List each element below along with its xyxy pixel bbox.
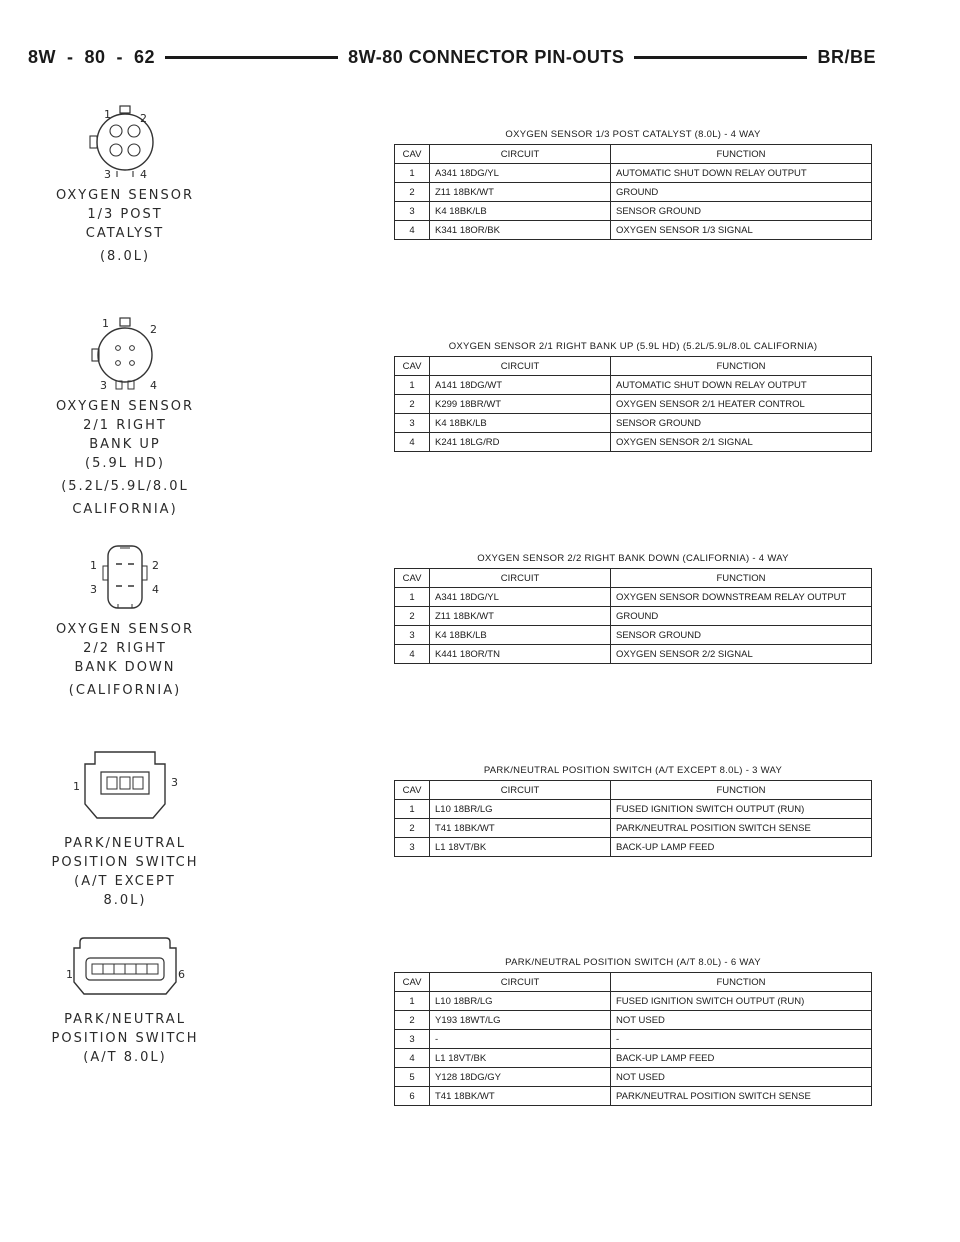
cav-cell: 3 [395, 1030, 430, 1049]
circuit-cell: K341 18OR/BK [430, 221, 611, 240]
pinout-table-o2-2-2 [394, 552, 872, 664]
column-header-cav: CAV [395, 357, 430, 376]
table-row [395, 645, 872, 664]
cav-cell: 3 [395, 626, 430, 645]
function-cell: OXYGEN SENSOR 2/1 HEATER CONTROL [611, 395, 872, 414]
connector-label-line: PARK/NEUTRAL [64, 1012, 186, 1027]
cav-cell: 6 [395, 1087, 430, 1106]
function-cell: OXYGEN SENSOR 2/1 SIGNAL [611, 433, 872, 452]
connector-o2-2-2-right-bank-down [50, 542, 200, 700]
cav-cell: 2 [395, 183, 430, 202]
column-header-cav: CAV [395, 781, 430, 800]
function-cell: FUSED IGNITION SWITCH OUTPUT (RUN) [611, 800, 872, 819]
connector-label-line: 2/1 RIGHT [83, 418, 167, 433]
function-cell: OXYGEN SENSOR DOWNSTREAM RELAY OUTPUT [611, 588, 872, 607]
connector-label-line: PARK/NEUTRAL [64, 836, 186, 851]
circuit-cell: Z11 18BK/WT [430, 183, 611, 202]
connector-label-line: POSITION SWITCH [51, 855, 199, 870]
function-cell: NOT USED [611, 1068, 872, 1087]
function-cell: SENSOR GROUND [611, 626, 872, 645]
table-title: PARK/NEUTRAL POSITION SWITCH (A/T 8.0L) - 6 WAY [505, 957, 761, 968]
table-header-row [395, 357, 872, 376]
table-row [395, 800, 872, 819]
column-header-cav: CAV [395, 569, 430, 588]
cav-cell: 2 [395, 819, 430, 838]
round-4-pin-connector-icon [80, 102, 170, 180]
circuit-cell: L10 18BR/LG [430, 992, 611, 1011]
square-4-pin-connector-icon [80, 542, 170, 614]
circuit-cell: K4 18BK/LB [430, 414, 611, 433]
connector-park-neutral-8-0l [50, 932, 200, 1067]
pin-label: 3 [90, 583, 99, 596]
column-header-circuit: CIRCUIT [430, 145, 611, 164]
column-header-function: FUNCTION [611, 357, 872, 376]
table-row [395, 395, 872, 414]
function-cell: AUTOMATIC SHUT DOWN RELAY OUTPUT [611, 164, 872, 183]
connector-label-line: CATALYST [85, 226, 165, 241]
table-row [395, 819, 872, 838]
connector-label-line: CALIFORNIA) [72, 502, 178, 517]
connector-label-line: 2/2 RIGHT [83, 641, 167, 656]
column-header-function: FUNCTION [611, 145, 872, 164]
table-row [395, 202, 872, 221]
function-cell: AUTOMATIC SHUT DOWN RELAY OUTPUT [611, 376, 872, 395]
table-row [395, 838, 872, 857]
column-header-cav: CAV [395, 973, 430, 992]
pinout-table [394, 356, 872, 452]
column-header-circuit: CIRCUIT [430, 357, 611, 376]
cav-cell: 2 [395, 607, 430, 626]
circuit-cell: T41 18BK/WT [430, 1087, 611, 1106]
circuit-cell: A141 18DG/WT [430, 376, 611, 395]
page-title: 8W-80 CONNECTOR PIN-OUTS [348, 46, 625, 67]
pin-label: 3 [100, 379, 109, 391]
table-title: PARK/NEUTRAL POSITION SWITCH (A/T EXCEPT 8.0L) - 3 WAY [483, 765, 783, 776]
pinout-table-o2-1-3 [394, 128, 872, 240]
circuit-cell: L1 18VT/BK [430, 1049, 611, 1068]
function-cell: - [611, 1030, 872, 1049]
connector-label-line: BANK UP [89, 437, 161, 452]
6-pin-connector-icon [60, 932, 190, 1004]
function-cell: PARK/NEUTRAL POSITION SWITCH SENSE [611, 1087, 872, 1106]
connector-label-line: (5.2L/5.9L/8.0L [61, 479, 189, 494]
pinout-table-pnp-except-8-0l [394, 764, 872, 857]
cav-cell: 3 [395, 838, 430, 857]
table-header-row [395, 973, 872, 992]
connector-label-line: (A/T 8.0L) [83, 1050, 167, 1065]
circuit-cell: Y128 18DG/GY [430, 1068, 611, 1087]
table-row [395, 221, 872, 240]
cav-cell: 1 [395, 376, 430, 395]
table-row [395, 588, 872, 607]
circuit-cell: K441 18OR/TN [430, 645, 611, 664]
column-header-function: FUNCTION [611, 569, 872, 588]
table-header-row [395, 781, 872, 800]
pinout-table [394, 144, 872, 240]
cav-cell: 4 [395, 1049, 430, 1068]
connector-label-line: BANK DOWN [74, 660, 176, 675]
circuit-cell: Z11 18BK/WT [430, 607, 611, 626]
pinout-table [394, 780, 872, 857]
connector-label-line: OXYGEN SENSOR [55, 622, 195, 637]
cav-cell: 4 [395, 433, 430, 452]
function-cell: FUSED IGNITION SWITCH OUTPUT (RUN) [611, 992, 872, 1011]
circuit-cell: K299 18BR/WT [430, 395, 611, 414]
pin-label: 1 [104, 108, 113, 121]
connector-label-line: (8.0L) [99, 249, 151, 264]
function-cell: NOT USED [611, 1011, 872, 1030]
cav-cell: 3 [395, 414, 430, 433]
cav-cell: 2 [395, 1011, 430, 1030]
table-row [395, 1068, 872, 1087]
round-4-pin-connector-icon [80, 313, 170, 391]
circuit-cell: L10 18BR/LG [430, 800, 611, 819]
cav-cell: 2 [395, 395, 430, 414]
cav-cell: 4 [395, 221, 430, 240]
pin-label: 1 [73, 780, 82, 793]
table-row [395, 626, 872, 645]
pinout-table-o2-2-1 [394, 340, 872, 452]
connector-label-line: (A/T EXCEPT 8.0L) [74, 874, 176, 908]
circuit-cell: A341 18DG/YL [430, 164, 611, 183]
table-header-row [395, 145, 872, 164]
circuit-cell: Y193 18WT/LG [430, 1011, 611, 1030]
connector-label-line: (5.9L HD) [85, 456, 165, 471]
table-row [395, 992, 872, 1011]
function-cell: OXYGEN SENSOR 1/3 SIGNAL [611, 221, 872, 240]
page-number: 8W - 80 - 62 [28, 46, 156, 67]
pin-label: 2 [152, 559, 161, 572]
column-header-circuit: CIRCUIT [430, 781, 611, 800]
pin-label: 1 [66, 968, 75, 981]
function-cell: SENSOR GROUND [611, 414, 872, 433]
connector-label-line: (CALIFORNIA) [68, 683, 182, 698]
table-row [395, 1087, 872, 1106]
pin-label: 2 [150, 323, 159, 336]
header-rule-right [634, 56, 807, 59]
table-row [395, 433, 872, 452]
table-title: OXYGEN SENSOR 2/2 RIGHT BANK DOWN (CALIFORNIA) - 4 WAY [477, 553, 789, 564]
function-cell: GROUND [611, 183, 872, 202]
pin-label: 4 [140, 168, 149, 180]
connector-label-line: POSITION SWITCH [51, 1031, 199, 1046]
circuit-cell: T41 18BK/WT [430, 819, 611, 838]
connector-o2-2-1-right-bank-up [50, 313, 200, 519]
connector-label-line: OXYGEN SENSOR [55, 188, 195, 203]
column-header-function: FUNCTION [611, 973, 872, 992]
function-cell: GROUND [611, 607, 872, 626]
circuit-cell: A341 18DG/YL [430, 588, 611, 607]
cav-cell: 3 [395, 202, 430, 221]
function-cell: OXYGEN SENSOR 2/2 SIGNAL [611, 645, 872, 664]
3-pin-connector-icon [65, 742, 185, 828]
pinout-table [394, 972, 872, 1106]
column-header-circuit: CIRCUIT [430, 569, 611, 588]
function-cell: BACK-UP LAMP FEED [611, 1049, 872, 1068]
circuit-cell: L1 18VT/BK [430, 838, 611, 857]
pin-label: 6 [178, 968, 187, 981]
cav-cell: 4 [395, 645, 430, 664]
pin-label: 4 [152, 583, 161, 596]
model-code: BR/BE [817, 46, 876, 67]
table-row [395, 607, 872, 626]
table-title: OXYGEN SENSOR 1/3 POST CATALYST (8.0L) - 4 WAY [505, 129, 761, 140]
connector-park-neutral-except-8-0l [50, 742, 200, 910]
cav-cell: 5 [395, 1068, 430, 1087]
pinout-table [394, 568, 872, 664]
column-header-cav: CAV [395, 145, 430, 164]
table-row [395, 1049, 872, 1068]
pinout-table-pnp-8-0l [394, 956, 872, 1106]
table-row [395, 183, 872, 202]
connector-o2-1-3-post-catalyst [50, 102, 200, 266]
cav-cell: 1 [395, 800, 430, 819]
column-header-function: FUNCTION [611, 781, 872, 800]
cav-cell: 1 [395, 164, 430, 183]
pin-label: 3 [104, 168, 113, 180]
page-header [28, 44, 876, 70]
table-title: OXYGEN SENSOR 2/1 RIGHT BANK UP (5.9L HD) (5.2L/5.9L/8.0L CALIFORNIA) [448, 341, 818, 352]
circuit-cell: K4 18BK/LB [430, 202, 611, 221]
pin-label: 3 [171, 776, 180, 789]
cav-cell: 1 [395, 992, 430, 1011]
pin-label: 1 [90, 559, 99, 572]
header-rule-left [165, 56, 338, 59]
function-cell: SENSOR GROUND [611, 202, 872, 221]
connector-label-line: 1/3 POST [87, 207, 163, 222]
table-row [395, 376, 872, 395]
pin-label: 1 [102, 317, 111, 330]
table-header-row [395, 569, 872, 588]
connector-label-line: OXYGEN SENSOR [55, 399, 195, 414]
function-cell: PARK/NEUTRAL POSITION SWITCH SENSE [611, 819, 872, 838]
circuit-cell: - [430, 1030, 611, 1049]
table-row [395, 1011, 872, 1030]
column-header-circuit: CIRCUIT [430, 973, 611, 992]
pin-label: 4 [150, 379, 159, 391]
pin-label: 2 [140, 112, 149, 125]
cav-cell: 1 [395, 588, 430, 607]
table-row [395, 414, 872, 433]
table-row [395, 164, 872, 183]
function-cell: BACK-UP LAMP FEED [611, 838, 872, 857]
table-row [395, 1030, 872, 1049]
circuit-cell: K241 18LG/RD [430, 433, 611, 452]
circuit-cell: K4 18BK/LB [430, 626, 611, 645]
